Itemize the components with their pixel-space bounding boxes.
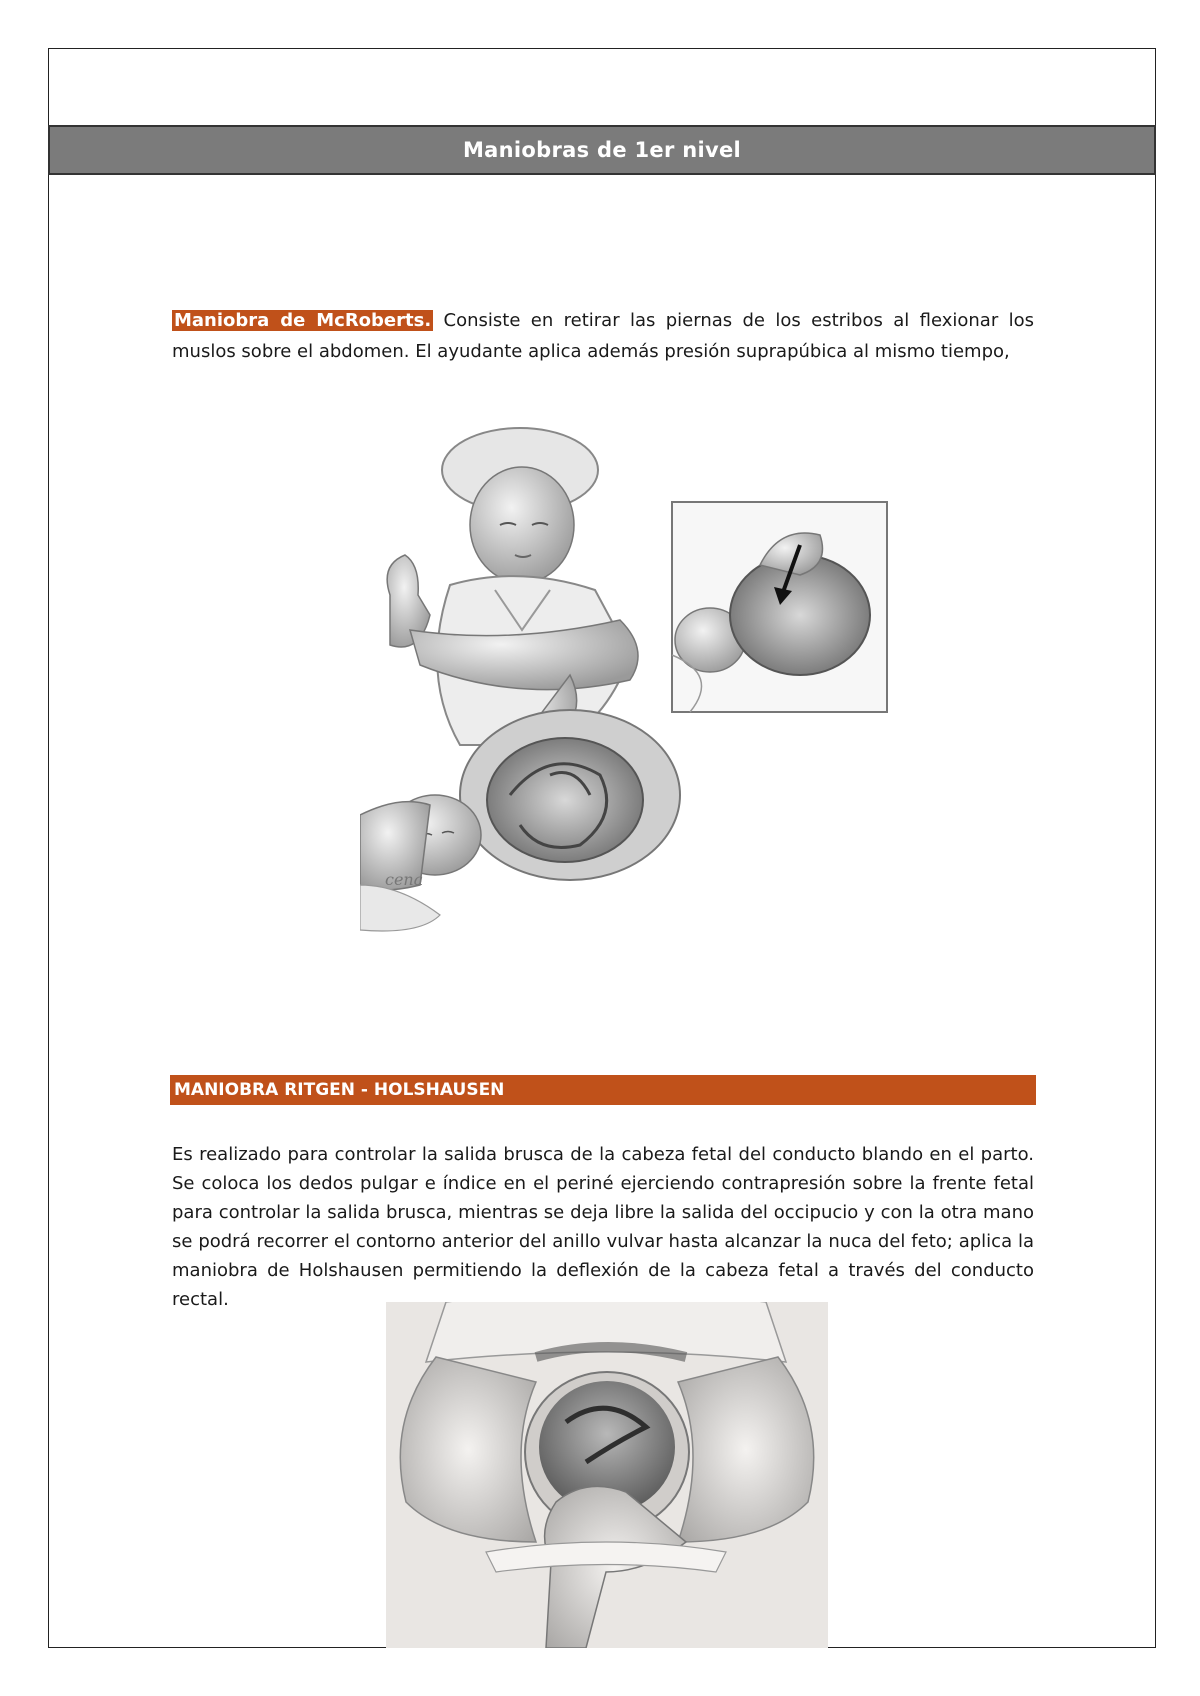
ritgen-paragraph: Es realizado para controlar la salida brusca de la cabeza fetal del conducto blando en el parto. Se coloca los dedos pulgar e índice en el periné ejerciendo contrapresión sobre la frente fetal para controlar la salida brusca, mientras se deja libre la salida del occipucio y con la otra mano se podrá recorrer el contorno anterior del anillo vulvar hasta alcanzar la nuca del feto; aplica la maniobra de Holshausen permitiendo la deflexión de la cabeza fetal a través del conducto rectal. — [172, 1144, 1034, 1310]
page-title-bar — [48, 125, 1156, 175]
ritgen-heading: MANIOBRA RITGEN - HOLSHAUSEN — [174, 1080, 505, 1100]
ritgen-illustration — [386, 1302, 828, 1648]
page-title: Maniobras de 1er nivel — [462, 138, 741, 162]
mcroberts-text: Consiste en retirar las piernas de los estribos al flexionar los muslos sobre el abdomen. El ayudante aplica además presión suprapúbica al mismo tiempo, — [172, 310, 1034, 362]
mcroberts-paragraph — [172, 305, 1034, 367]
illustration-signature: cena — [385, 870, 424, 889]
ritgen-heading-bar — [170, 1075, 1036, 1105]
mcroberts-illustration — [360, 415, 900, 955]
mcroberts-heading: Maniobra de McRoberts. — [174, 310, 432, 331]
